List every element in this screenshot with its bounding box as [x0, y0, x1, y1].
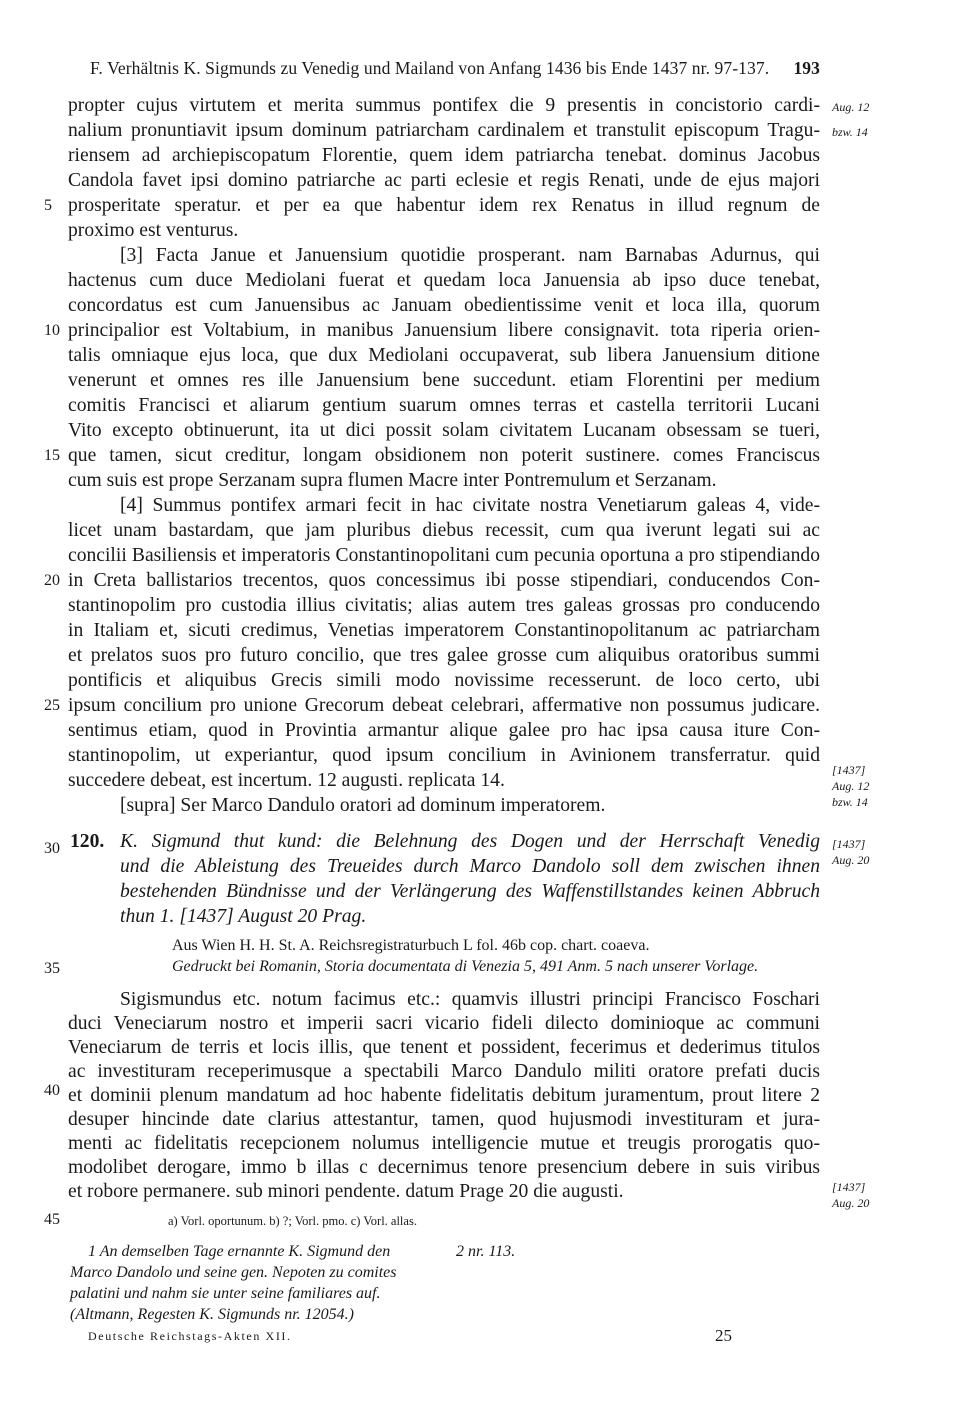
- text-line: concordatus est cum Januensibus ac Januam obedientissime venit et loca illa, quorum: [68, 295, 820, 316]
- document-heading-line: und die Ableistung des Treueides durch Marco Dandolo soll dem zwischen ihnen: [120, 856, 820, 877]
- text-line: Veneciarum de terris et locis illis, que tenent et possident, fecerimus et dederimus titulos: [68, 1037, 820, 1058]
- line-number: 10: [44, 322, 60, 339]
- text-line: hactenus cum duce Mediolani fuerat et quedam loca Januensia ab ipso duce tenebat,: [68, 270, 820, 291]
- text-line: que tamen, sicut creditur, longam obsidionem non poterit sustinere. comes Franciscus: [68, 445, 820, 466]
- footnote-2: 2 nr. 113.: [456, 1243, 516, 1260]
- margin-note: Aug. 20: [832, 1196, 870, 1210]
- document-heading-line: K. Sigmund thut kund: die Belehnung des Dogen und der Herrschaft Venedig: [120, 831, 820, 852]
- document-number: [70, 830, 104, 854]
- text-line: et dominii plenum mandatum ad hoc habente fidelitatis debitum juramentum, prout litere 2: [68, 1085, 820, 1106]
- line-number: 5: [44, 197, 52, 214]
- source-note: Aus Wien H. H. St. A. Reichsregistraturbuch L fol. 46b cop. chart. coaeva.: [172, 937, 650, 954]
- text-line: menti ac fidelitatis recepcionem nolumus intelligencie mutue et treugis prorogatis quo-: [68, 1133, 820, 1154]
- text-line: Vito excepto obtinuerunt, ita ut dici possit solam civitatem Lucanam obsessam se tueri,: [68, 420, 820, 441]
- text-line: [3] Facta Janue et Januensium quotidie prosperant. nam Barnabas Adurnus, qui: [120, 245, 820, 266]
- margin-note: Aug. 12: [832, 100, 870, 114]
- signature-mark: Deutsche Reichstags-Akten XII.: [88, 1329, 292, 1343]
- text-line: stantinopolim pro custodia illius civitatis; alias autem tres galeas grossas pro conducendo: [68, 595, 820, 616]
- text-line: principalior est Voltabium, in manibus Januensium libere consignavit. tota riperia orien-: [68, 320, 820, 341]
- line-number: 45: [44, 1211, 60, 1228]
- text-line: cum suis est prope Serzanam supra flumen Macre inter Pontremulum et Serzanam.: [68, 470, 717, 491]
- text-line: modolibet derogare, immo b illas c decernimus tenore presencium debere in suis viribus: [68, 1157, 820, 1178]
- margin-note: Aug. 20: [832, 853, 870, 867]
- text-line: propter cujus virtutem et merita summus pontifex die 9 presentis in concistorio cardi-: [68, 95, 820, 116]
- footnote-line: (Altmann, Regesten K. Sigmunds nr. 12054.): [70, 1306, 354, 1323]
- text-line: succedere debeat, est incertum. 12 augusti. replicata 14.: [68, 770, 505, 791]
- margin-note: Aug. 12: [832, 779, 870, 793]
- text-line: proximo est venturus.: [68, 220, 239, 241]
- source-note: Gedruckt bei Romanin, Storia documentata di Venezia 5, 491 Anm. 5 nach unserer Vorlage.: [172, 958, 759, 975]
- text-line: sentimus etiam, quod in Provintia armantur alique galee pro hac ipsa causa iture Con-: [68, 720, 820, 741]
- page-number: 193: [793, 58, 820, 78]
- text-line: riensem ad archiepiscopatum Florentie, quem idem patriarcha tenebat. dominus Jacobus: [68, 145, 820, 166]
- text-line: comitis Francisci et aliarum gentium suarum omnes terras et castella territorii Lucani: [68, 395, 820, 416]
- footnote-line: Marco Dandolo und seine gen. Nepoten zu comites: [70, 1264, 397, 1281]
- line-number: 40: [44, 1082, 60, 1099]
- text-line: in Italiam et, sicuti credimus, Venetias imperatorem Constantinopolitanum ac patriarcham: [68, 620, 820, 641]
- running-title: F. Verhältnis K. Sigmunds zu Venedig und Mailand von Anfang 1436 bis Ende 1437 nr. 97-137.: [90, 58, 770, 78]
- text-line: venerunt et omnes res ille Januensium bene succedunt. etiam Florentini per medium: [68, 370, 820, 391]
- text-line: desuper hincinde date clarius attestantur, tamen, quod hujusmodi investituram et jura-: [68, 1109, 820, 1130]
- text-line: ac investituram receperimusque a spectabili Marco Dandulo militi oratore prefati ducis: [68, 1061, 820, 1082]
- margin-note: [1437]: [832, 837, 866, 851]
- critical-apparatus: a) Vorl. oportunum. b) ?; Vorl. pmo. c) Vorl. allas.: [168, 1214, 417, 1228]
- text-line: talis omniaque ejus loca, que dux Mediolani occupaverat, sub libera Januensium ditione: [68, 345, 820, 366]
- text-line: [4] Summus pontifex armari fecit in hac civitate nostra Venetiarum galeas 4, vide-: [120, 495, 820, 516]
- text-line: [supra] Ser Marco Dandulo oratori ad dominum imperatorem.: [120, 795, 606, 816]
- line-number: 35: [44, 960, 60, 977]
- line-number: 25: [44, 697, 60, 714]
- text-line: stantinopolim, ut experiantur, quod ipsum concilium in Avinionem transferratur. quid: [68, 745, 820, 766]
- document-number-label: 120.: [70, 831, 105, 852]
- text-line: nalium pronuntiavit ipsum dominum patriarcham cardinalem et transtulit episcopum Tragu-: [68, 120, 820, 141]
- document-heading-line: bestehenden Bündnisse und der Verlängerung des Waffenstillstandes keinen Abbruch: [120, 881, 820, 902]
- text-line: in Creta ballistarios trecentos, quos concessimus ibi posse stipendiari, conducendos Con-: [68, 570, 820, 591]
- text-line: ipsum concilium pro unione Grecorum debeat celebrari, affermative non possumus judicare.: [68, 695, 820, 716]
- text-line: duci Veneciarum nostro et imperii sacri vicario fideli dilecto dominioque ac communi: [68, 1013, 820, 1034]
- footnote-line: palatini und nahm sie unter seine familiares auf.: [70, 1285, 381, 1302]
- margin-note: [1437]: [832, 1180, 866, 1194]
- text-line: prosperitate speratur. et per ea que habentur idem rex Renatus in illud regnum de: [68, 195, 820, 216]
- document-heading-line: thun 1. [1437] August 20 Prag.: [120, 906, 367, 927]
- text-line: et prelatos suos pro futuro concilio, que tres galee grosse cum aliquibus oratoribus summi: [68, 645, 820, 666]
- margin-note: bzw. 14: [832, 125, 868, 139]
- line-number: 15: [44, 447, 60, 464]
- line-number: 30: [44, 840, 60, 857]
- text-line: concilii Basiliensis et imperatoris Constantinopolitani cum pecunia oportuna a pro stipendiando: [68, 545, 820, 566]
- folio-number: 25: [715, 1326, 732, 1345]
- text-line: pontificis et aliquibus Grecis simili modo novissime recesserunt. de loco certo, ubi: [68, 670, 820, 691]
- text-line: Sigismundus etc. notum facimus etc.: quamvis illustri principi Francisco Foschari: [120, 989, 820, 1010]
- text-line: Candola favet ipsi domino patriarche ac parti eclesie et regis Renati, unde de ejus majori: [68, 170, 820, 191]
- line-number: 20: [44, 572, 60, 589]
- footnote-line: 1 An demselben Tage ernannte K. Sigmund den: [88, 1243, 391, 1260]
- margin-note: [1437]: [832, 763, 866, 777]
- running-header: [90, 58, 820, 79]
- margin-note: bzw. 14: [832, 795, 868, 809]
- text-line: et robore permanere. sub minori pendente. datum Prage 20 die augusti.: [68, 1181, 624, 1202]
- text-line: licet unam bastardam, que jam pluribus diebus recessit, cum qua iverunt legati sui ac: [68, 520, 820, 541]
